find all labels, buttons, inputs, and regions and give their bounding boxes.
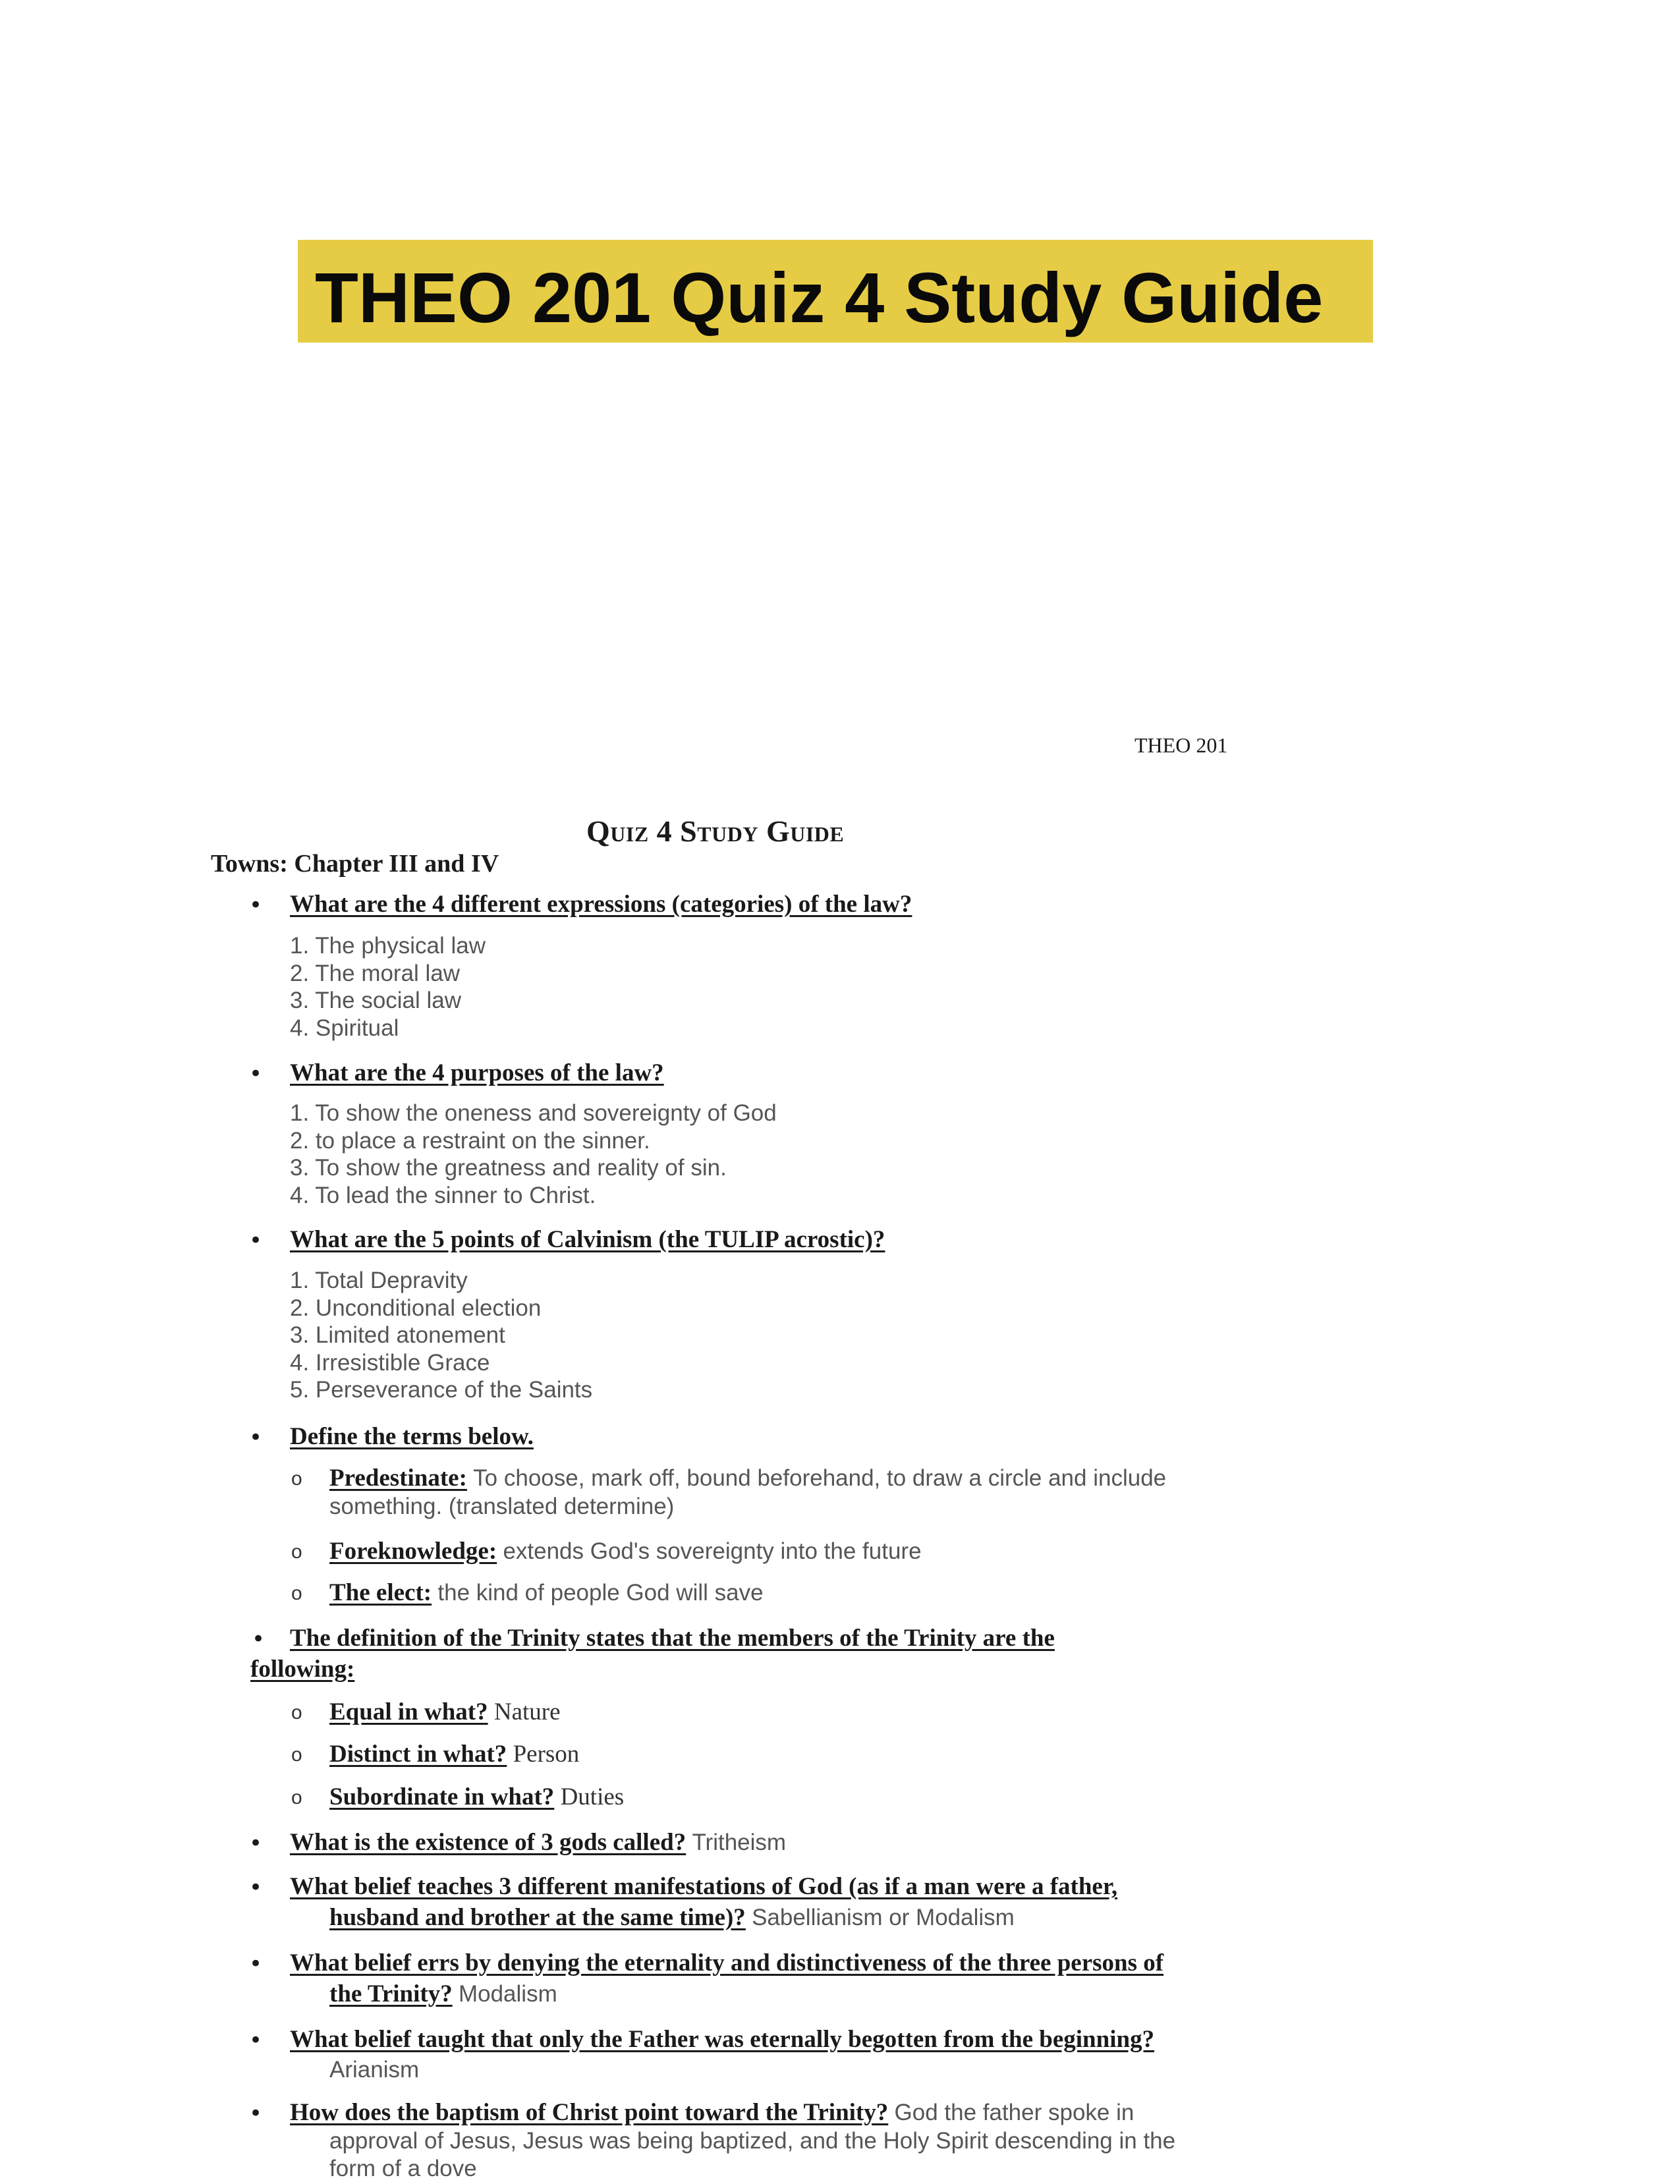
list-item: 2. to place a restraint on the sinner.	[290, 1127, 650, 1154]
list-item: 1. The physical law	[290, 933, 486, 959]
term-foreknowledge: Foreknowledge: extends God's sovereignty into the future	[329, 1538, 922, 1565]
answer-list-3	[290, 1267, 592, 1404]
question-5-cont: following:	[250, 1656, 355, 1683]
bullet-icon: •	[249, 2027, 263, 2054]
bullet-icon: •	[249, 1951, 263, 1977]
circle-bullet-icon: o	[291, 1582, 302, 1604]
list-item: 3. The social law	[290, 988, 462, 1013]
answer-list-2	[290, 1100, 777, 1209]
trinity-distinct: Distinct in what? Person	[329, 1741, 580, 1768]
answer-list-1	[290, 932, 486, 1042]
question-9: What belief taught that only the Father was eternally begotten from the beginning?	[290, 2026, 1155, 2053]
question-2: What are the 4 purposes of the law?	[290, 1059, 664, 1086]
document-title: THEO 201 Quiz 4 Study Guide	[315, 258, 1324, 337]
term-predestinate-cont: something. (translated determine)	[329, 1494, 675, 1519]
circle-bullet-icon: o	[291, 1787, 302, 1808]
trinity-subordinate: Subordinate in what? Duties	[329, 1783, 625, 1810]
list-item: 4. To lead the sinner to Christ.	[290, 1182, 596, 1208]
question-10-answer: approval of Jesus, Jesus was being baptized, and the Holy Spirit descending in the	[329, 2128, 1176, 2154]
circle-bullet-icon: o	[291, 1468, 302, 1490]
bullet-icon: •	[249, 1227, 263, 1254]
list-item: 3. Limited atonement	[290, 1322, 505, 1348]
question-1: What are the 4 different expressions (categories) of the law?	[290, 891, 912, 918]
course-code: THEO 201	[1134, 733, 1228, 757]
term-predestinate: Predestinate: To choose, mark off, bound beforehand, to draw a circle and include	[329, 1465, 1167, 1492]
list-item: 2. Unconditional election	[290, 1295, 542, 1321]
list-item: 1. Total Depravity	[290, 1268, 468, 1293]
document-title-banner	[298, 240, 1373, 343]
trinity-equal: Equal in what? Nature	[329, 1698, 561, 1725]
bullet-icon: •	[249, 1874, 263, 1901]
question-8: What belief errs by denying the eternality and distinctiveness of the three persons of	[290, 1949, 1164, 1976]
list-item: 5. Perseverance of the Saints	[290, 1377, 593, 1403]
list-item: 1. To show the oneness and sovereignty of God	[290, 1100, 777, 1126]
question-10-answer-cont: form of a dove	[329, 2156, 477, 2181]
bullet-icon: •	[249, 1830, 263, 1857]
question-8-cont: the Trinity? Modalism	[329, 1980, 557, 2007]
circle-bullet-icon: o	[291, 1744, 302, 1766]
term-elect: The elect: the kind of people God will save	[329, 1579, 764, 1606]
circle-bullet-icon: o	[291, 1541, 302, 1563]
question-10: How does the baptism of Christ point toward the Trinity? God the father spoke in	[290, 2099, 1134, 2126]
quiz-title: Quiz 4 Study Guide	[586, 814, 845, 848]
question-7-cont: husband and brother at the same time)? Sabellianism or Modalism	[329, 1904, 1015, 1931]
list-item: 4. Irresistible Grace	[290, 1349, 490, 1376]
question-9-answer: Arianism	[329, 2057, 420, 2083]
bullet-icon: •	[249, 892, 263, 918]
bullet-icon: •	[249, 1061, 263, 1087]
question-4: Define the terms below.	[290, 1423, 534, 1450]
circle-bullet-icon: o	[291, 1702, 302, 1723]
bullet-icon: •	[249, 1424, 263, 1451]
list-item: 4. Spiritual	[290, 1015, 399, 1041]
list-item: 2. The moral law	[290, 960, 461, 986]
bullet-icon: •	[252, 1626, 266, 1652]
question-3: What are the 5 points of Calvinism (the TULIP acrostic)?	[290, 1226, 885, 1253]
question-5: The definition of the Trinity states that the members of the Trinity are the	[290, 1625, 1055, 1652]
list-item: 3. To show the greatness and reality of sin.	[290, 1155, 727, 1181]
bullet-icon: •	[249, 2100, 263, 2127]
section-heading: Towns: Chapter III and IV	[211, 850, 499, 878]
question-7: What belief teaches 3 different manifestations of God (as if a man were a father,	[290, 1873, 1118, 1900]
question-6: What is the existence of 3 gods called? Tritheism	[290, 1829, 787, 1856]
